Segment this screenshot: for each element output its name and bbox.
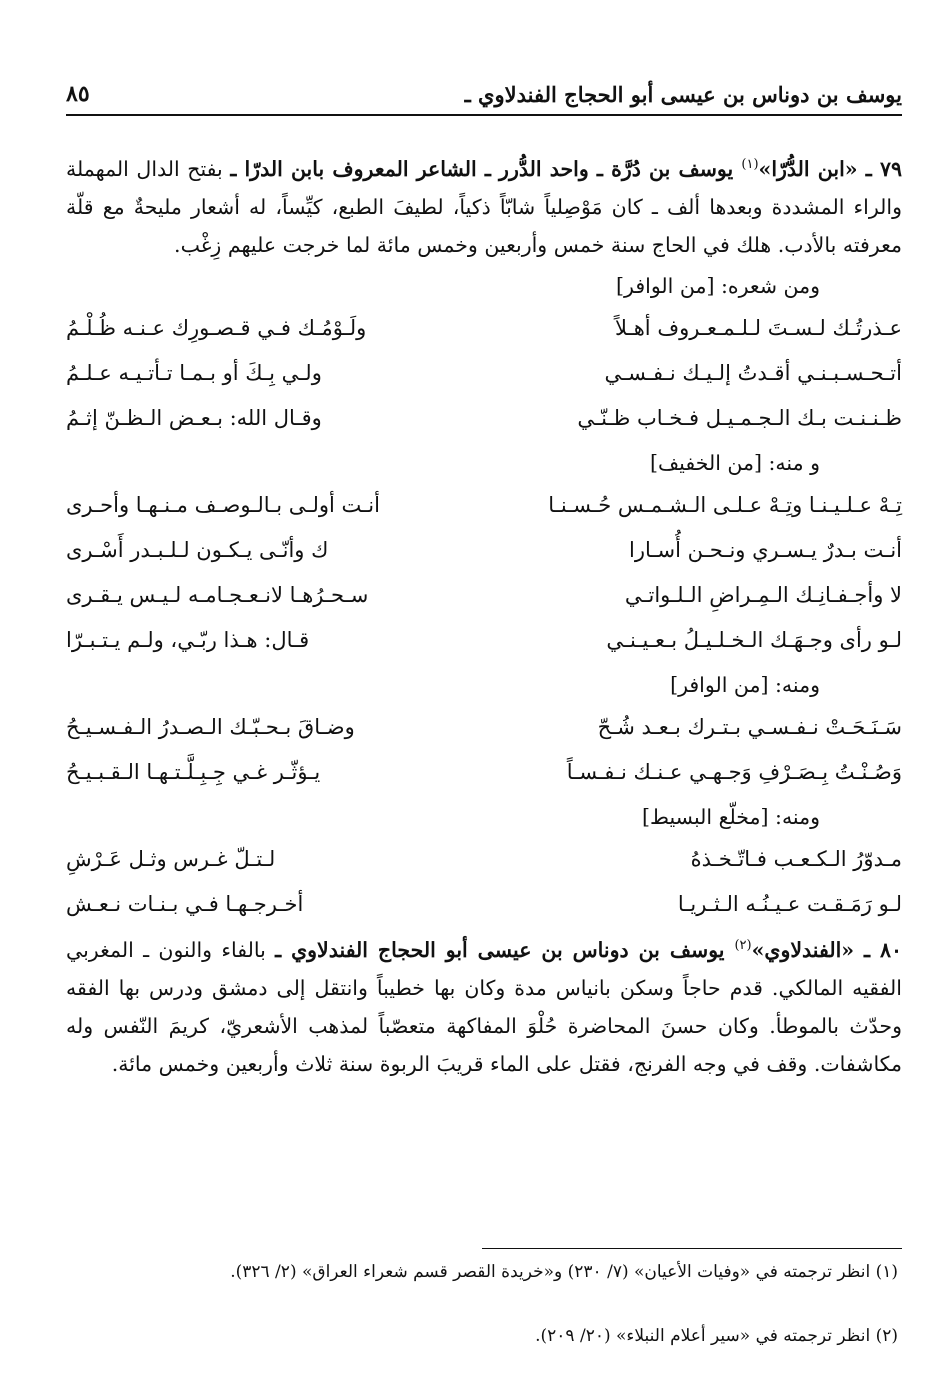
page-body	[66, 146, 902, 1083]
first-hemistich: سَـنَـحَـتْ نـفـسـي بـتـرك بـعـد شُـحّ	[597, 714, 902, 739]
second-hemistich: سـحـرُهـا لانـعـجـامـه لـيـس يـقـرى	[66, 582, 369, 607]
entry-79-heading-rest: يوسف بن دُرَّة ـ واحد الدُّرر ـ الشاعر المعروف بابن الدرّا ـ	[230, 156, 742, 181]
page-number: ٨٥	[66, 81, 90, 107]
first-hemistich: أنـت بـدرٌ يـسـري ونـحـن أُسـارا	[628, 537, 902, 562]
poem-intro: ومنه: [مخلّع البسيط]	[642, 804, 820, 829]
verse-line	[66, 528, 902, 573]
verse-line	[66, 351, 902, 396]
verse-line	[66, 618, 902, 663]
poem-intro: ومنه: [من الوافر]	[670, 672, 820, 697]
footnotes	[66, 1260, 898, 1388]
first-hemistich: لـو رأى وجـهَـك الـخـلـيـلُ بـعـيـنـي	[606, 627, 902, 652]
first-hemistich: تِـهْ عـلـيـنـا وتِـهْ عـلـى الـشـمـس حُـسـنـا	[548, 492, 902, 517]
poem-1	[66, 266, 902, 441]
second-hemistich: يـؤثّـر غـي جِـبِـلَّـتـهـا الـقـبـيـحُ	[66, 759, 321, 784]
page-header	[66, 74, 902, 116]
running-title: يوسف بن دوناس بن عيسى أبو الحجاج الفندلاوي ـ	[464, 81, 902, 107]
first-hemistich: لـو رَمَـقـت عـيـنُـه الـثـريـا	[677, 891, 902, 916]
poem-intro: ومن شعره: [من الوافر]	[616, 273, 820, 298]
poem-2	[66, 443, 902, 663]
first-hemistich: مـدوّرُ الـكـعـب فـاتّـخـذهُ	[690, 846, 902, 871]
footnote-ref-2: (٢)	[734, 937, 752, 953]
footnote-1: (١) انظر ترجمته في «وفيات الأعيان» (٧/ ٢٣٠) و«خريدة القصر قسم شعراء العراق» (٢/ ٣٢٦).	[230, 1262, 898, 1282]
verse-line	[66, 396, 902, 441]
second-hemistich: ك وأنّـى يـكـون لـلـبـدر أَسْـرى	[66, 537, 329, 562]
entry-79	[66, 146, 902, 264]
first-hemistich: أتـحـسـبـنـي أقـدتُ إلـيـك نـفـسـي	[604, 360, 902, 385]
verse-line	[66, 483, 902, 528]
footnote-separator	[482, 1248, 902, 1249]
verse-line	[66, 573, 902, 618]
verse-line	[66, 306, 902, 351]
verse-line	[66, 705, 902, 750]
entry-80-heading: ٨٠ ـ «الفندلاوي»	[751, 937, 903, 962]
second-hemistich: وقـال الله: بـعـض الـظـنّ إثـمُ	[66, 405, 322, 430]
second-hemistich: وضـاقَ بـحـبّـك الـصـدرُ الـفـسـيـحُ	[66, 714, 355, 739]
first-hemistich: ظـنـنـت بـك الـجـمـيـل فـخـاب ظـنّـي	[577, 405, 902, 430]
second-hemistich: أنـت أولـى بـالـوصـف مـنـهـا وأحـرى	[66, 492, 380, 517]
first-hemistich: وَصُـنْـتُ بِـصَـرْفِ وَجـهـي عـنـك نـفـسـاً	[566, 759, 902, 784]
entry-79-text: بفتح الدال المهملة والراء المشددة وبعدها ألف ـ كان مَوْصِلياً شابّاً ذكياً، لطيفَ الطبع، كيِّساً، له أشعار مليحةٌ مع قلّة معرفته بالأدب. هلك في الحاج سنة خمس وأربعين وخمس مائة لما خرجت عليهم زِغْب.	[66, 156, 902, 257]
verse-line	[66, 750, 902, 795]
entry-79-heading: ٧٩ ـ «ابن الدُّرّا»	[758, 156, 902, 181]
first-hemistich: عـذرتُـك لـسـتَ لـلـمـعـروف أهـلاً	[615, 315, 902, 340]
footnote-ref-1: (١)	[741, 157, 759, 172]
poem-intro: و منه: [من الخفيف]	[649, 450, 820, 475]
second-hemistich: قـال: هـذا ربّـي، ولـم يـتـبـرّا	[66, 627, 310, 652]
entry-80-text: بالفاء والنون ـ المغربي الفقيه المالكي. قدم حاجاً وسكن بانياس مدة وكان بها خطيباً وانتقل إلى دمشق ودرس بها الفقه وحدّث بالموطأ. وكان حسنَ المحاضرة حُلْوَ المفاكهة متعصّباً لمذهب الأشعريّ، كريمَ النّفس وله مكاشفات. وقف في وجه الفرنج، فقتل على الماء قريبَ الربوة سنة ثلاث وأربعين وخمس مائة.	[66, 937, 902, 1076]
verse-line	[66, 882, 902, 927]
entry-80-heading-rest: يوسف بن دوناس بن عيسى أبو الحجاج الفندلاوي ـ	[275, 937, 735, 962]
footnote-2: (٢) انظر ترجمته في «سير أعلام النبلاء» (٢٠/ ٢٠٩).	[535, 1326, 898, 1346]
poem-3	[66, 665, 902, 795]
verse-line	[66, 837, 902, 882]
second-hemistich: لـتـلّ غـرس وثـل عَـرْشِ	[66, 846, 276, 871]
poem-4	[66, 797, 902, 927]
second-hemistich: ولـي بِـكَ أو بـمـا تـأتـيـه عـلـمُ	[66, 360, 322, 385]
entry-80	[66, 927, 902, 1083]
second-hemistich: أخـرجـهـا فـي بـنـات نـعـش	[66, 891, 304, 916]
first-hemistich: لا وأجـفـانِـك الـمِـراضِ الـلـواتـي	[624, 582, 902, 607]
second-hemistich: ولَـوْمُـك فـي قـصـورِك عـنـه ظُـلْـمُ	[66, 315, 367, 340]
